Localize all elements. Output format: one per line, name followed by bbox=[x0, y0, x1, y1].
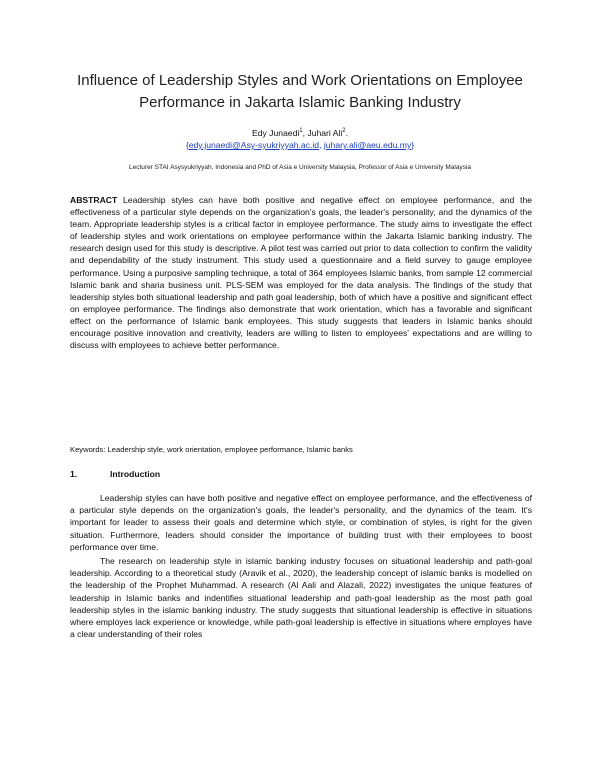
email-brace-open: { bbox=[185, 140, 189, 150]
author-line bbox=[60, 125, 540, 139]
abstract-text: Leadership styles can have both positive and negative effect on employee performance, and the effectiveness of a particular style depends on the organization's goals, the leader's personality, and the dynamics of the team. Appropriate leadership styles is a critical factor in employee performance. The study aims to investigate the effect of leadership styles and work orientations on employee performance within the Jakarta Islamic banking industry. The research design used for this study is descriptive. A pilot test was carried out prior to data collection to confirm the validity and dependability of the study instrument. This study used a questionnaire and a field survey to gauge employee performance. Using a purposive sampling technique, a total of 364 employees Islamic banks, from sample 12 commercial Islamic bank and sharia business unit. PLS-SEM was employed for the data analysis. The findings of the study that leadership styles both situational leadership and path goal leadership, both of which have a positive and significant effect on employee performance. The findings also demonstrate that work orientation, which has a favorable and significant effect on the performance of Islamic bank employees. This study suggests that leaders in Islamic banks should encourage positive innovation and creativity, leaders are willing to listen to employees' expectations and are willing to discuss with employees to achieve better performance. bbox=[70, 195, 532, 351]
body-text bbox=[70, 492, 532, 640]
author-separator: , bbox=[302, 127, 308, 138]
email-separator: , bbox=[319, 140, 324, 150]
section-title: Introduction bbox=[110, 469, 161, 479]
abstract bbox=[70, 194, 532, 351]
email-brace-close: } bbox=[411, 140, 415, 150]
author-superscript: 2 bbox=[342, 128, 346, 134]
author-name: Edy Junaedi bbox=[251, 127, 300, 138]
keywords: Keywords: Leadership style, work orientation, employee performance, Islamic banks bbox=[70, 445, 353, 454]
section-number: 1. bbox=[70, 469, 78, 479]
author-period: . bbox=[345, 127, 349, 138]
affiliation: Lecturer STAI Asysyukriyyah, Indonesia and PhD of Asia e University Malaysia, Professor of Asia e University Malaysia bbox=[129, 164, 471, 171]
paragraph: Leadership styles can have both positive and negative effect on employee performance, and the effectiveness of a particular style depends on the organization's goals, the leader's personality, and the dynamics of the team. It's important for leader to assess their goals and determine which style, or combination of styles, is right for the given situation. Furthermore, leaders should consider the importance of building trust with their employees to boost performance over time. bbox=[70, 493, 532, 552]
email-link[interactable]: edy.junaedi@Asy-syukriyyah.ac.id bbox=[188, 140, 320, 150]
abstract-label: ABSTRACT bbox=[70, 195, 118, 205]
section-heading bbox=[70, 469, 160, 479]
paragraph: The research on leadership style in islamic banking industry focuses on situational leadership and path-goal leadership. According to a theoretical study (Aravik et al., 2020), the leadership concept of islamic banks is modelled on the leadership of the Prophet Muhammad. A research (Al Aali and Alazali, 2022) investigates the unique features of leadership in Islamic banks and indentifies situational leadership and path-goal leadership as the most path goal leadership styles in the islamic banking industry. The study suggests that situational leadership is effective in situations where employes lack experience or knowledge, while path-goal leadership is effective in situations where employes have a clear understanding of their roles bbox=[70, 556, 532, 640]
author-name: Juhari Ali bbox=[307, 127, 343, 138]
email-link[interactable]: juhary.ali@aeu.edu.my bbox=[323, 140, 412, 150]
author-superscript: 1 bbox=[299, 128, 303, 134]
paper-title: Influence of Leadership Styles and Work Orientations on Employee Performance in Jakarta Islamic Banking Industry bbox=[77, 72, 523, 111]
email-line bbox=[60, 139, 540, 151]
